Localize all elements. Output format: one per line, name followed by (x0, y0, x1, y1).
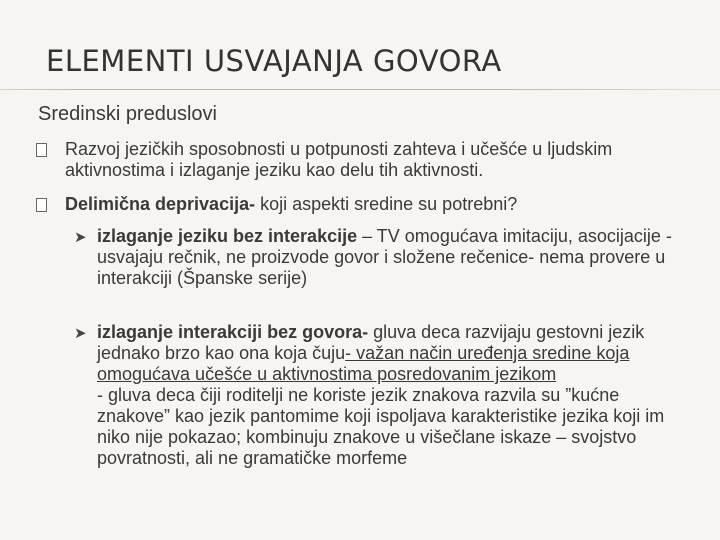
slide-title: ELEMENTI USVAJANJA GOVORA (46, 44, 502, 78)
bullet-item (36, 194, 686, 215)
section-heading: Sredinski preduslovi (38, 103, 217, 125)
subbullet-bold-text: izlaganje jeziku bez interakcije (97, 226, 358, 246)
square-bullet-icon (36, 198, 47, 212)
subbullet-item (74, 322, 674, 469)
subbullet-rest-text: gluva deca razvijaju gestovni jezik jednako brzo kao ona koja čuju (97, 322, 645, 363)
subbullet-underlined-text: - važan način uređenja sredine koja omogućava učešće u aktivnostima posredovanim jezikom (97, 343, 630, 384)
title-divider (0, 89, 720, 90)
subbullet-item (74, 226, 674, 289)
bullet-bold-text: Delimična deprivacija- (65, 194, 256, 214)
subbullet-bold-text: izlaganje interakciji bez govora- (97, 322, 369, 342)
bullet-text (65, 194, 686, 215)
subbullet-text (97, 226, 674, 289)
subbullet-continuation-text: - gluva deca čiji roditelji ne koriste jezik znakova razvila su ”kućne znakove” kao jezik pantomime koji ispoljava karakteristike jezika koji im niko nije pokazao; kombinuju znakove u višečlane iskaze – svojstvo povratnosti, ali ne gramatičke morfeme (97, 385, 665, 468)
bullet-item (36, 139, 686, 181)
square-bullet-icon (36, 143, 47, 157)
arrow-bullet-icon: ➤ (74, 229, 87, 246)
subbullet-text (97, 322, 674, 469)
subbullet-rest-text: – TV omogućava imitaciju, asocijacije - usvajaju rečnik, ne proizvode govor i složene rečenice- nema provere u interakciji (Španske serije) (97, 226, 672, 288)
bullet-rest-text: koji aspekti sredine su potrebni? (255, 194, 518, 214)
arrow-bullet-icon: ➤ (74, 325, 87, 342)
bullet-text: Razvoj jezičkih sposobnosti u potpunosti zahteva i učešće u ljudskim aktivnostima i izlaganje jeziku kao delu tih aktivnosti. (65, 139, 613, 180)
